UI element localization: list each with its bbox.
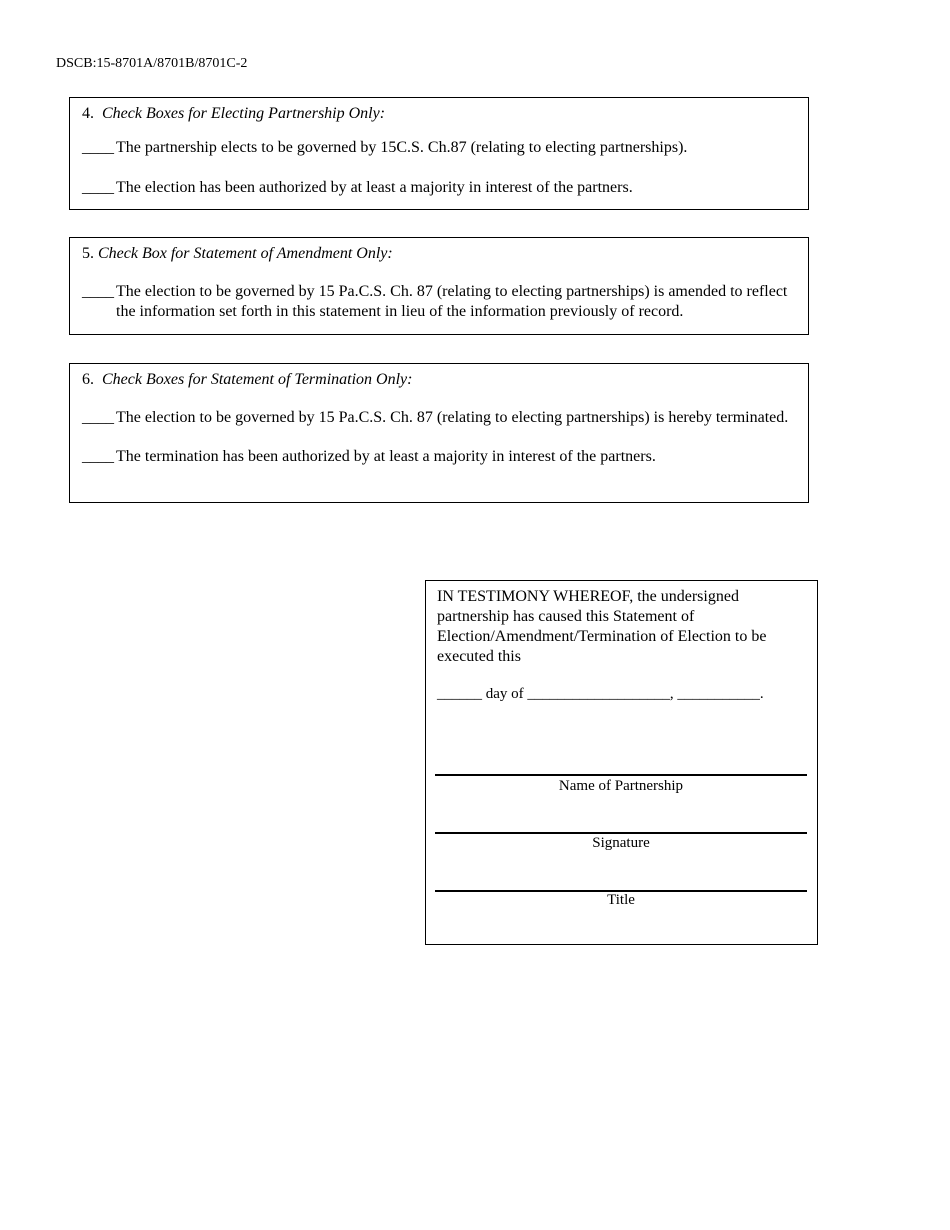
section-heading bbox=[82, 104, 796, 124]
checkbox-option-terminated[interactable] bbox=[82, 408, 796, 428]
option-text: The election has been authorized by at least a majority in interest of the partners. bbox=[116, 179, 633, 196]
testimony-text: IN TESTIMONY WHEREOF, the undersigned partnership has caused this Statement of Election/Amendment/Termination of Election to be executed this bbox=[437, 588, 767, 665]
section-number: 6. bbox=[82, 371, 94, 388]
testimony-block bbox=[425, 580, 818, 945]
signature-label: Signature bbox=[592, 835, 650, 851]
section-title: Check Box for Statement of Amendment Only: bbox=[98, 245, 393, 262]
section-electing-partnership bbox=[69, 97, 809, 210]
option-text: The election to be governed by 15 Pa.C.S. Ch. 87 (relating to electing partnerships) is amended to reflect the information set forth in this statement in lieu of the information previously of record. bbox=[116, 283, 788, 320]
checkbox-option-amended[interactable] bbox=[82, 282, 796, 322]
section-heading bbox=[82, 244, 796, 264]
checkbox-option-elect[interactable] bbox=[82, 138, 796, 158]
partnership-name-line[interactable] bbox=[435, 774, 807, 776]
check-blank[interactable]: ____ bbox=[82, 409, 114, 426]
option-text: The election to be governed by 15 Pa.C.S. Ch. 87 (relating to electing partnerships) is hereby terminated. bbox=[116, 409, 789, 426]
section-termination bbox=[69, 363, 809, 503]
check-blank[interactable]: ____ bbox=[82, 283, 114, 300]
check-blank[interactable]: ____ bbox=[82, 139, 114, 156]
form-id: DSCB:15-8701A/8701B/8701C-2 bbox=[56, 56, 248, 71]
check-blank[interactable]: ____ bbox=[82, 448, 114, 465]
option-text: The partnership elects to be governed by 15C.S. Ch.87 (relating to electing partnerships). bbox=[116, 139, 688, 156]
section-number: 5. bbox=[82, 245, 94, 262]
check-blank[interactable]: ____ bbox=[82, 179, 114, 196]
checkbox-option-termination-authorized[interactable] bbox=[82, 447, 796, 467]
section-title: Check Boxes for Electing Partnership Only: bbox=[102, 105, 386, 122]
section-heading bbox=[82, 370, 796, 390]
section-number: 4. bbox=[82, 105, 94, 122]
section-amendment bbox=[69, 237, 809, 335]
option-text: The termination has been authorized by at least a majority in interest of the partners. bbox=[116, 448, 656, 465]
title-label: Title bbox=[607, 892, 635, 908]
partnership-name-label: Name of Partnership bbox=[558, 778, 684, 794]
execution-date-field[interactable]: ______ day of ___________________, ___________. bbox=[437, 686, 764, 702]
checkbox-option-authorized[interactable] bbox=[82, 178, 796, 198]
section-title: Check Boxes for Statement of Termination Only: bbox=[102, 371, 413, 388]
